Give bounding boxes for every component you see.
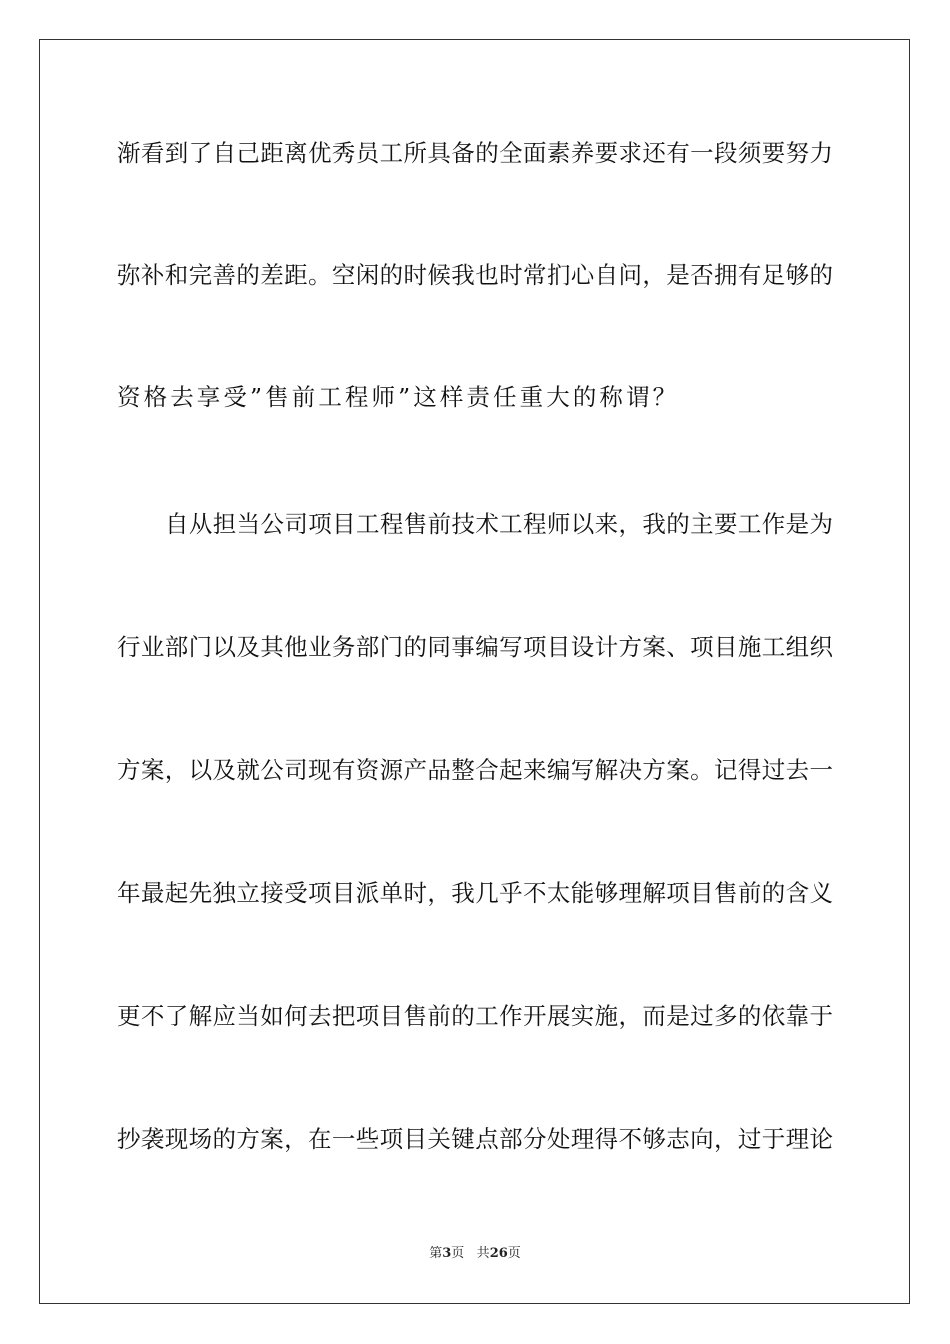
page-suffix: 页 bbox=[451, 1246, 465, 1261]
text-line: 抄袭现场的方案，在一些项目关键点部分处理得不够志向，过于理论 bbox=[117, 1125, 833, 1153]
text-line: 渐看到了自己距离优秀员工所具备的全面素养要求还有一段须要努力 bbox=[117, 139, 833, 167]
paragraph-first-line: 自从担当公司项目工程售前技术工程师以来，我的主要工作是为 bbox=[165, 510, 833, 538]
page-prefix: 第 bbox=[429, 1246, 443, 1261]
text-line: 弥补和完善的差距。空闲的时候我也时常扪心自问，是否拥有足够的 bbox=[117, 261, 833, 289]
total-suffix: 页 bbox=[507, 1246, 521, 1261]
text-line: 更不了解应当如何去把项目售前的工作开展实施，而是过多的依靠于 bbox=[117, 1002, 833, 1030]
total-pages: 26 bbox=[489, 1246, 508, 1261]
page-border bbox=[39, 39, 910, 1304]
page-number: 3 bbox=[442, 1246, 452, 1261]
total-prefix: 共 bbox=[476, 1246, 490, 1261]
text-line: 方案，以及就公司现有资源产品整合起来编写解决方案。记得过去一 bbox=[117, 756, 833, 784]
page-footer bbox=[0, 1246, 950, 1262]
text-line: 资格去享受”售前工程师”这样责任重大的称谓？ bbox=[117, 383, 680, 411]
text-line: 行业部门以及其他业务部门的同事编写项目设计方案、项目施工组织 bbox=[117, 633, 833, 661]
text-line: 年最起先独立接受项目派单时，我几乎不太能够理解项目售前的含义 bbox=[117, 879, 833, 907]
